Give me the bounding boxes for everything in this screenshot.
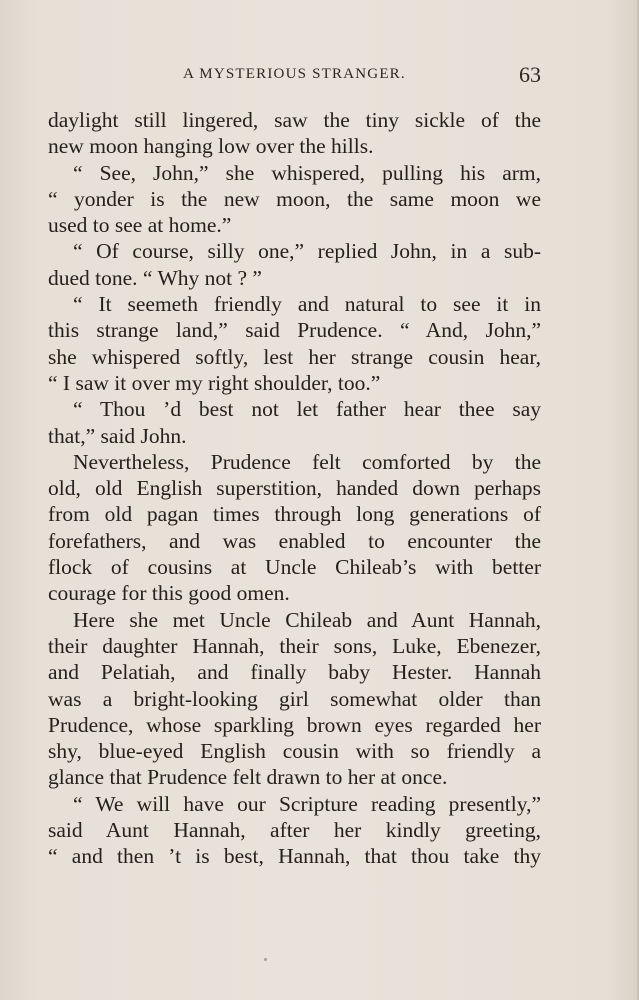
text-line: their daughter Hannah, their sons, Luke, Ebenezer, <box>48 633 541 658</box>
paper-speck <box>264 958 267 961</box>
text-line: dued tone. “ Why not ? ” <box>48 265 262 290</box>
text-line: shy, blue-eyed English cousin with so friendly a <box>48 739 541 764</box>
page-header <box>48 62 541 92</box>
text-line: forefathers, and was enabled to encounter the <box>48 528 541 553</box>
text-line: and Pelatiah, and finally baby Hester. Hannah <box>48 660 541 685</box>
text-line: used to see at home.” <box>48 213 232 238</box>
text-line: “ It seemeth friendly and natural to see it in <box>73 292 541 317</box>
running-head: A MYSTERIOUS STRANGER. <box>183 66 406 82</box>
text-line: “ and then ’t is best, Hannah, that thou take thy <box>48 844 541 869</box>
page-number: 63 <box>519 62 541 87</box>
text-line: from old pagan times through long generations of <box>48 502 541 527</box>
text-line: courage for this good omen. <box>48 581 290 606</box>
text-line: Prudence, whose sparkling brown eyes regarded her <box>48 712 541 737</box>
text-line: “ yonder is the new moon, the same moon we <box>48 186 541 211</box>
text-line: was a bright-looking girl somewhat older than <box>48 686 541 711</box>
body-text <box>48 107 541 870</box>
text-line: Nevertheless, Prudence felt comforted by the <box>73 449 541 474</box>
text-line: glance that Prudence felt drawn to her at once. <box>48 765 448 790</box>
text-line: this strange land,” said Prudence. “ And, John,” <box>48 318 541 343</box>
text-line: “ Of course, silly one,” replied John, in a sub- <box>73 239 541 264</box>
text-line: old, old English superstition, handed down perhaps <box>48 476 541 501</box>
text-line: “ We will have our Scripture reading presently,” <box>73 791 541 816</box>
text-line: she whispered softly, lest her strange cousin hear, <box>48 344 541 369</box>
text-line: that,” said John. <box>48 423 187 448</box>
text-line: Here she met Uncle Chileab and Aunt Hannah, <box>73 607 541 632</box>
text-line: said Aunt Hannah, after her kindly greeting, <box>48 818 541 843</box>
text-line: “ Thou ’d best not let father hear thee say <box>73 397 541 422</box>
text-line: new moon hanging low over the hills. <box>48 134 374 159</box>
text-line: “ I saw it over my right shoulder, too.” <box>48 370 381 395</box>
text-line: daylight still lingered, saw the tiny sickle of the <box>48 108 541 132</box>
text-line: “ See, John,” she whispered, pulling his arm, <box>73 160 541 185</box>
text-line: flock of cousins at Uncle Chileab’s with better <box>48 555 541 580</box>
